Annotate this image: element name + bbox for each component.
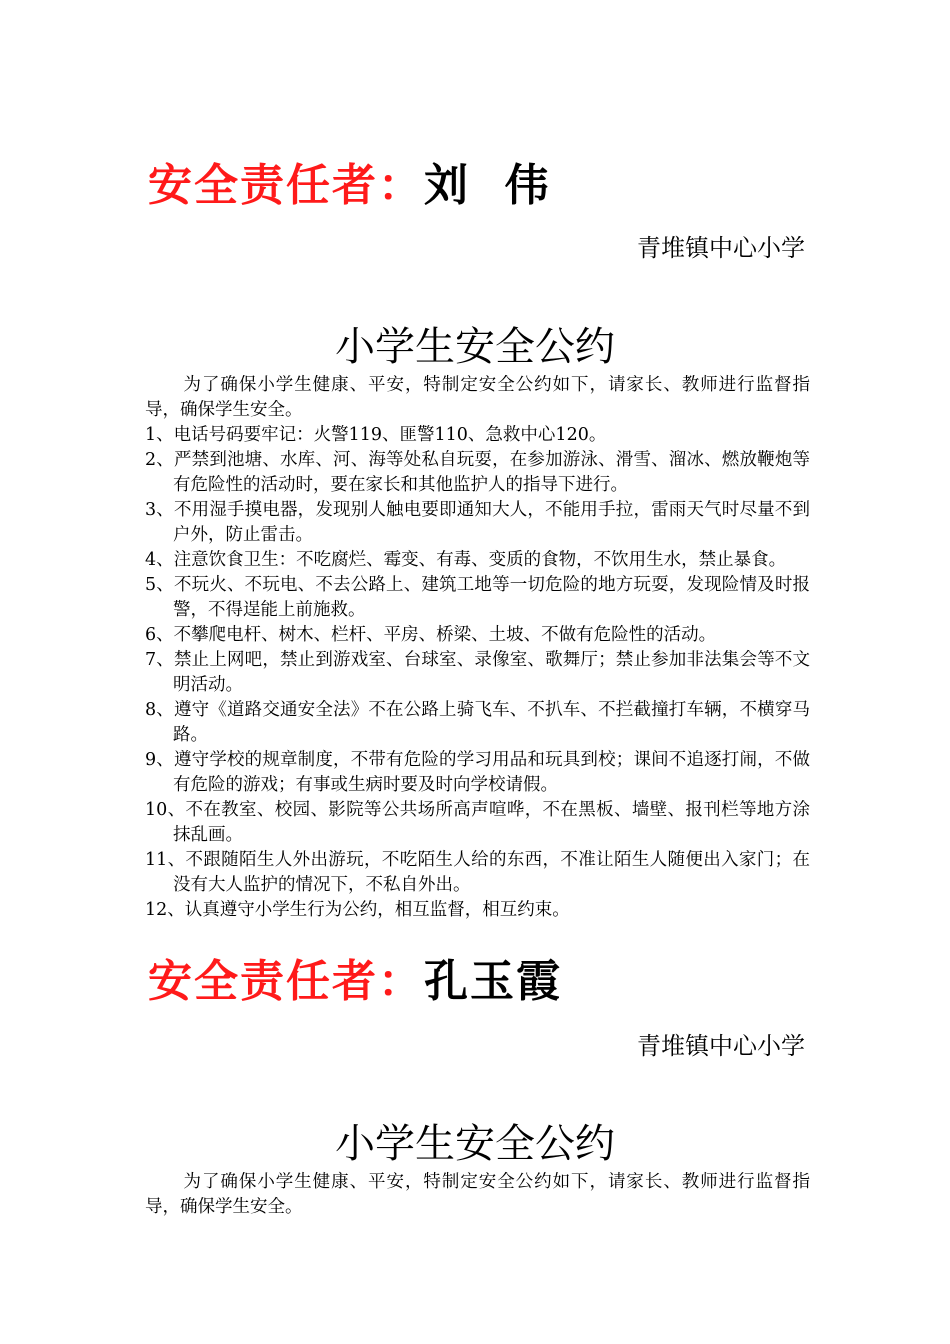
responsible-person-line xyxy=(148,956,562,1008)
rule-item: 9、遵守学校的规章制度，不带有危险的学习用品和玩具到校；课间不追逐打闹，不做有危险的游戏；有事或生病时要及时向学校请假。 xyxy=(145,750,810,795)
rule-item: 10、不在教室、校园、影院等公共场所高声喧哗，不在黑板、墙壁、报刊栏等地方涂抹乱画。 xyxy=(145,800,810,845)
school-name: 青堆镇中心小学 xyxy=(637,1032,805,1060)
responsible-person-line xyxy=(148,160,551,212)
rule-item: 6、不攀爬电杆、树木、栏杆、平房、桥梁、土坡、不做有危险性的活动。 xyxy=(145,625,717,645)
responsible-name: 孔玉霞 xyxy=(424,956,562,1007)
responsible-label: 安全责任者： xyxy=(148,160,424,211)
rule-item: 12、认真遵守小学生行为公约，相互监督，相互约束。 xyxy=(145,900,570,920)
intro-paragraph: 为了确保小学生健康、平安，特制定安全公约如下，请家长、教师进行监督指导，确保学生安全。 xyxy=(145,1172,810,1217)
document-title: 小学生安全公约 xyxy=(335,324,615,370)
rule-item: 4、注意饮食卫生：不吃腐烂、霉变、有毒、变质的食物，不饮用生水，禁止暴食。 xyxy=(145,550,787,570)
rule-item: 11、不跟随陌生人外出游玩，不吃陌生人给的东西，不准让陌生人随便出入家门；在没有大人监护的情况下，不私自外出。 xyxy=(145,850,810,895)
rule-item: 7、禁止上网吧，禁止到游戏室、台球室、录像室、歌舞厅；禁止参加非法集会等不文明活动。 xyxy=(145,650,810,695)
rule-item: 2、严禁到池塘、水库、河、海等处私自玩耍，在参加游泳、滑雪、溜冰、燃放鞭炮等有危险性的活动时，要在家长和其他监护人的指导下进行。 xyxy=(145,450,810,495)
rule-item: 8、遵守《道路交通安全法》不在公路上骑飞车、不扒车、不拦截撞打车辆，不横穿马路。 xyxy=(145,700,810,745)
document-body xyxy=(145,373,810,923)
school-name: 青堆镇中心小学 xyxy=(637,234,805,262)
document-title: 小学生安全公约 xyxy=(335,1121,615,1167)
document-body xyxy=(145,1170,810,1220)
responsible-label: 安全责任者： xyxy=(148,956,424,1007)
rule-item: 1、电话号码要牢记：火警119、匪警110、急救中心120。 xyxy=(145,425,607,445)
responsible-name: 刘 伟 xyxy=(424,160,551,211)
rule-item: 5、不玩火、不玩电、不去公路上、建筑工地等一切危险的地方玩耍，发现险情及时报警，不得逞能上前施救。 xyxy=(145,575,810,620)
rule-item: 3、不用湿手摸电器，发现别人触电要即通知大人，不能用手拉，雷雨天气时尽量不到户外，防止雷击。 xyxy=(145,500,810,545)
intro-paragraph: 为了确保小学生健康、平安，特制定安全公约如下，请家长、教师进行监督指导，确保学生安全。 xyxy=(145,375,810,420)
rules-list xyxy=(145,423,810,923)
